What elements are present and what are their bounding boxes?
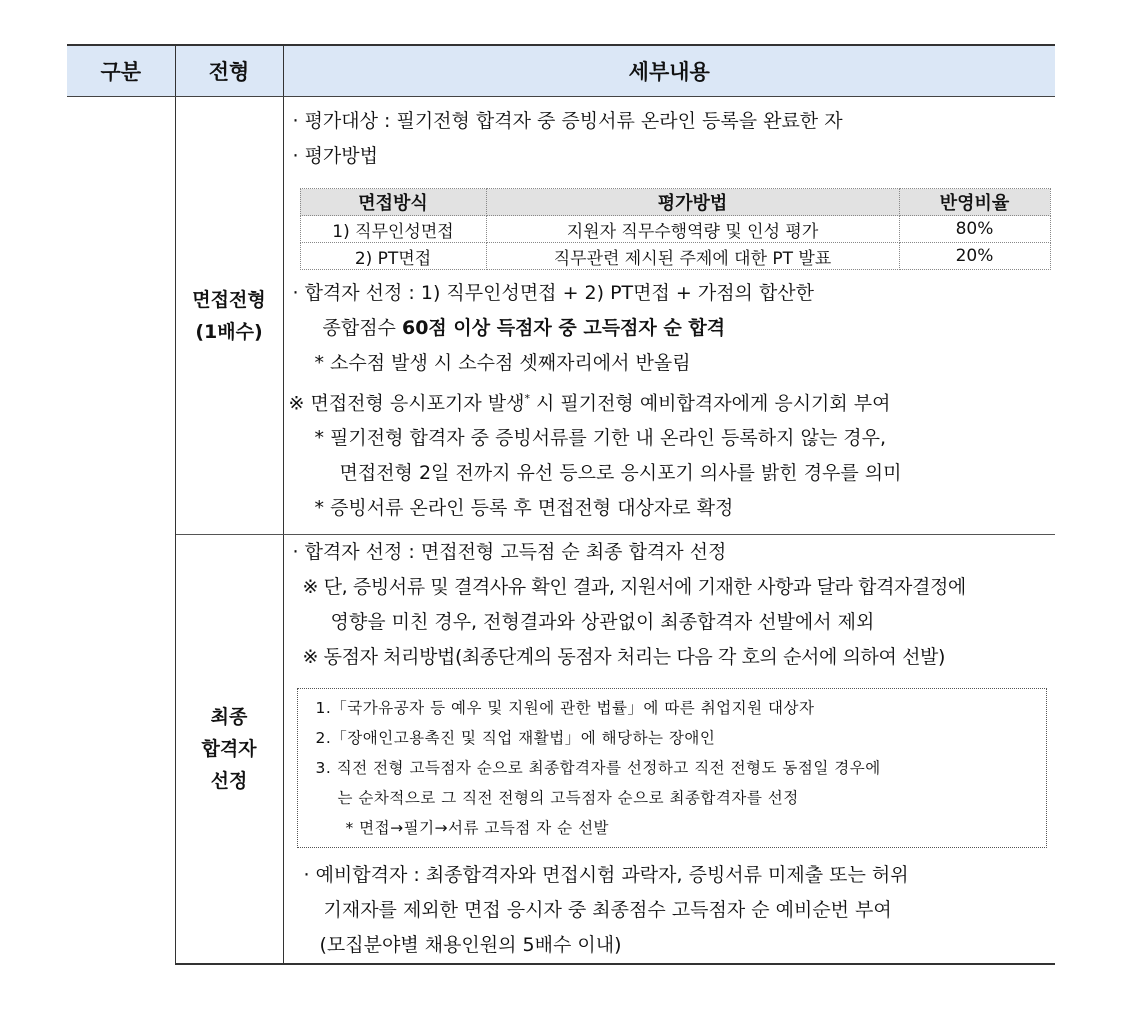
reserve-line-2: 기재자를 제외한 면접 응시자 중 최종점수 고득점자 순 예비순번 부여 — [323, 899, 892, 921]
list-item: 1.「국가유공자 등 예우 및 지원에 관한 법률」에 따른 취업지원 대상자 — [315, 699, 815, 717]
pass-selection: · 합격자 선정 : 1) 직무인성면접 + 2) PT면접 + 가점의 합산한 — [292, 282, 815, 304]
selection-process-table — [67, 44, 1055, 965]
tie-rule-box — [297, 688, 1048, 848]
final-details — [283, 535, 1055, 965]
table-cell: 1) 직무인성면접 — [300, 216, 486, 243]
final-row — [67, 535, 1055, 965]
category-cell — [67, 97, 175, 965]
waiver-note-suffix: 시 필기전형 예비합격자에게 응시기회 부여 — [529, 392, 891, 415]
final-stage-line3: 선정 — [210, 770, 248, 792]
interview-stage-ratio: (1배수) — [195, 320, 263, 343]
table-row — [300, 216, 1050, 243]
tie-rule: ※ 동점자 처리방법(최종단계의 동점자 처리는 다음 각 호의 순서에 의하여 선발) — [302, 646, 946, 668]
list-item: 3. 직전 전형 고득점자 순으로 최종합격자를 선정하고 직전 전형도 동점일 경우에 — [315, 759, 881, 777]
rounding-note: * 소수점 발생 시 소수점 셋째자리에서 반올림 — [314, 352, 691, 374]
interview-row — [67, 97, 1055, 535]
table-cell: 80% — [899, 216, 1050, 243]
sub-header-method: 면접방식 — [300, 189, 486, 216]
eval-target: · 평가대상 : 필기전형 합격자 중 증빙서류 온라인 등록을 완료한 자 — [292, 110, 843, 132]
exclusion-note-2: 영향을 미친 경우, 전형결과와 상관없이 최종합격자 선발에서 제외 — [330, 611, 875, 633]
list-item: 2.「장애인고용촉진 및 직업 재활법」에 해당하는 장애인 — [315, 729, 716, 747]
final-stage-cell — [175, 535, 283, 965]
reserve-line-3: (모집분야별 채용인원의 5배수 이내) — [319, 934, 622, 956]
pass-criteria-prefix: 종합점수 — [322, 317, 402, 339]
table-cell: 20% — [899, 243, 1050, 270]
waiver-definition-2: 면접전형 2일 전까지 유선 등으로 응시포기 의사를 밝힌 경우를 의미 — [339, 462, 902, 485]
exclusion-note-1: ※ 단, 증빙서류 및 결격사유 확인 결과, 지원서에 기재한 사항과 달라 합격자결정에 — [302, 576, 966, 598]
interview-details — [283, 97, 1055, 535]
pass-criteria — [293, 311, 1056, 346]
list-item: * 면접→필기→서류 고득점 자 순 선발 — [345, 819, 610, 837]
table-cell: 2) PT면접 — [300, 243, 486, 270]
waiver-note — [289, 381, 1056, 421]
table-row — [300, 243, 1050, 270]
final-pass: · 합격자 선정 : 면접전형 고득점 순 최종 합격자 선정 — [292, 541, 727, 563]
header-category: 구분 — [67, 45, 175, 97]
sub-table-header — [300, 189, 1050, 216]
table-header-row — [67, 45, 1055, 97]
final-stage-line1: 최종 — [210, 706, 248, 728]
sub-header-evaluation: 평가방법 — [486, 189, 899, 216]
interview-stage-label: 면접전형 — [192, 288, 266, 311]
table-cell: 지원자 직무수행역량 및 인성 평가 — [486, 216, 899, 243]
waiver-definition-1: * 필기전형 합격자 중 증빙서류를 기한 내 온라인 등록하지 않는 경우, — [314, 427, 886, 450]
pass-criteria-bold: 60점 이상 득점자 중 고득점자 순 합격 — [401, 317, 726, 339]
sub-header-ratio: 반영비율 — [899, 189, 1050, 216]
table-cell: 직무관련 제시된 주제에 대한 PT 발표 — [486, 243, 899, 270]
interview-stage-cell — [175, 97, 283, 535]
final-stage-line2: 합격자 — [201, 738, 257, 760]
reserve-line-1: · 예비합격자 : 최종합격자와 면접시험 과락자, 증빙서류 미제출 또는 허위 — [303, 864, 909, 886]
header-stage: 전형 — [175, 45, 283, 97]
interview-method-table — [300, 188, 1051, 270]
eval-method: · 평가방법 — [292, 145, 378, 167]
waiver-note-prefix: ※ 면접전형 응시포기자 발생 — [288, 392, 525, 415]
header-details: 세부내용 — [283, 45, 1055, 97]
waiver-note-sup: * — [524, 392, 530, 405]
confirm-note: * 증빙서류 온라인 등록 후 면접전형 대상자로 확정 — [314, 497, 734, 520]
list-item: 는 순차적으로 그 직전 전형의 고득점자 순으로 최종합격자를 선정 — [337, 789, 799, 807]
